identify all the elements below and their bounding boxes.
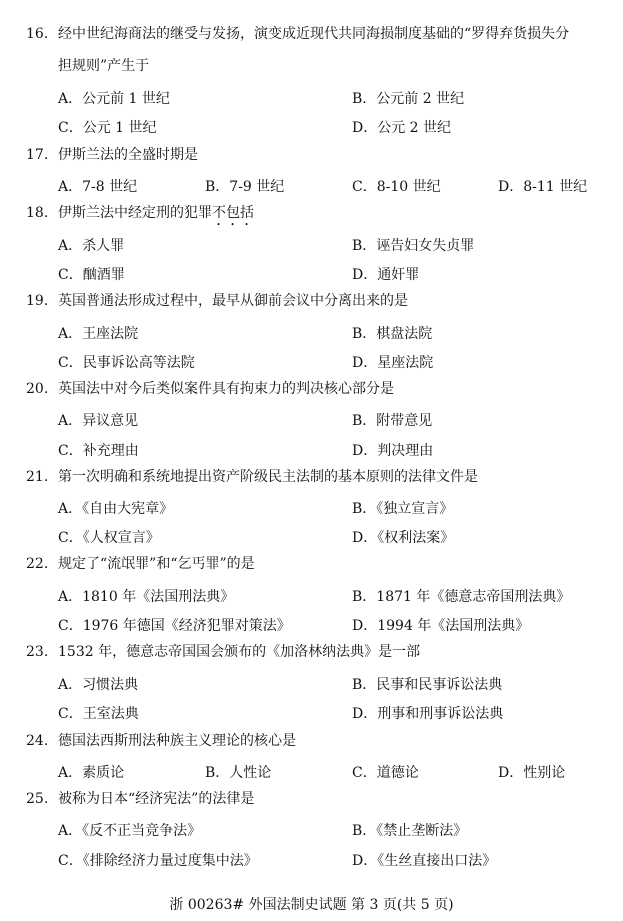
question-text: 英国法中对今后类似案件具有拘束力的判决核心部分是 <box>58 381 394 397</box>
option-a: A．《自由大宪章》 <box>58 501 174 517</box>
option-b: B．棋盘法院 <box>352 326 433 342</box>
option-a: A．素质论 <box>58 765 125 781</box>
option-c: C．8-10 世纪 <box>352 179 441 195</box>
option-b: B．《独立宣言》 <box>352 501 454 517</box>
option-c: C．补充理由 <box>58 443 139 459</box>
question-text: 德国法西斯刑法种族主义理论的核心是 <box>58 733 296 749</box>
option-c: C．1976 年德国《经济犯罪对策法》 <box>58 618 291 634</box>
question-text <box>58 205 254 229</box>
page-footer: 浙 00263# 外国法制史试题 第 3 页(共 5 页) <box>169 897 454 913</box>
option-d: D．性别论 <box>498 765 566 781</box>
question-number: 21. <box>26 469 49 485</box>
option-d: D．8-11 世纪 <box>498 179 588 195</box>
question-text: 英国普通法形成过程中，最早从御前会议中分离出来的是 <box>58 293 408 309</box>
option-b: B．人性论 <box>205 765 272 781</box>
option-a: A．异议意见 <box>58 413 139 429</box>
option-d: D．公元 2 世纪 <box>352 120 452 136</box>
option-b: B．7-9 世纪 <box>205 179 285 195</box>
option-a: A．公元前 1 世纪 <box>58 91 170 107</box>
option-b: B．1871 年《德意志帝国刑法典》 <box>352 589 571 605</box>
option-c: C．道德论 <box>352 765 419 781</box>
option-d: D．《生丝直接出口法》 <box>352 853 497 869</box>
option-b: B．附带意见 <box>352 413 433 429</box>
option-a: A．7-8 世纪 <box>58 179 138 195</box>
option-d: D．1994 年《法国刑法典》 <box>352 618 530 634</box>
question-text: 担规则”产生于 <box>58 58 150 74</box>
question-number: 25. <box>26 791 49 807</box>
question-text-main: 伊斯兰法中经定刑的犯罪 <box>58 205 212 221</box>
option-d: D．刑事和刑事诉讼法典 <box>352 706 504 722</box>
question-text: 经中世纪海商法的继受与发扬，演变成近现代共同海损制度基础的“罗得弃货损失分 <box>58 26 570 42</box>
option-d: D．判决理由 <box>352 443 434 459</box>
option-c: C．《人权宣言》 <box>58 530 160 546</box>
option-d: D．《权利法案》 <box>352 530 455 546</box>
question-text: 1532 年，德意志帝国国会颁布的《加洛林纳法典》是一部 <box>58 644 421 660</box>
option-a: A．杀人罪 <box>58 238 125 254</box>
option-d: D．通奸罪 <box>352 267 420 283</box>
question-text: 第一次明确和系统地提出资产阶级民主法制的基本原则的法律文件是 <box>58 469 478 485</box>
question-number: 19. <box>26 293 49 309</box>
question-number: 24. <box>26 733 49 749</box>
question-number: 18. <box>26 205 49 221</box>
option-d: D．星座法院 <box>352 355 434 371</box>
question-16-continuation <box>58 58 149 74</box>
option-c: C．公元 1 世纪 <box>58 120 157 136</box>
question-text: 伊斯兰法的全盛时期是 <box>58 147 198 163</box>
option-c: C．《排除经济力量过度集中法》 <box>58 853 258 869</box>
question-number: 20. <box>26 381 49 397</box>
question-number: 23. <box>26 644 49 660</box>
option-b: B．公元前 2 世纪 <box>352 91 465 107</box>
question-text: 规定了“流氓罪”和“乞丐罪”的是 <box>58 556 255 572</box>
option-c: C．王室法典 <box>58 706 139 722</box>
option-a: A．1810 年《法国刑法典》 <box>58 589 235 605</box>
option-a: A．《反不正当竞争法》 <box>58 823 202 839</box>
option-b: B．民事和民事诉讼法典 <box>352 677 503 693</box>
question-text: 被称为日本“经济宪法”的法律是 <box>58 791 255 807</box>
option-b: B．诬告妇女失贞罪 <box>352 238 475 254</box>
question-number: 17. <box>26 147 49 163</box>
emphasized-text: 不包括 <box>212 205 254 221</box>
question-number: 16. <box>26 26 49 42</box>
option-c: C．民事诉讼高等法院 <box>58 355 195 371</box>
option-b: B．《禁止垄断法》 <box>352 823 468 839</box>
question-number: 22. <box>26 556 49 572</box>
option-c: C．酗酒罪 <box>58 267 125 283</box>
option-a: A．王座法院 <box>58 326 139 342</box>
option-a: A．习惯法典 <box>58 677 139 693</box>
